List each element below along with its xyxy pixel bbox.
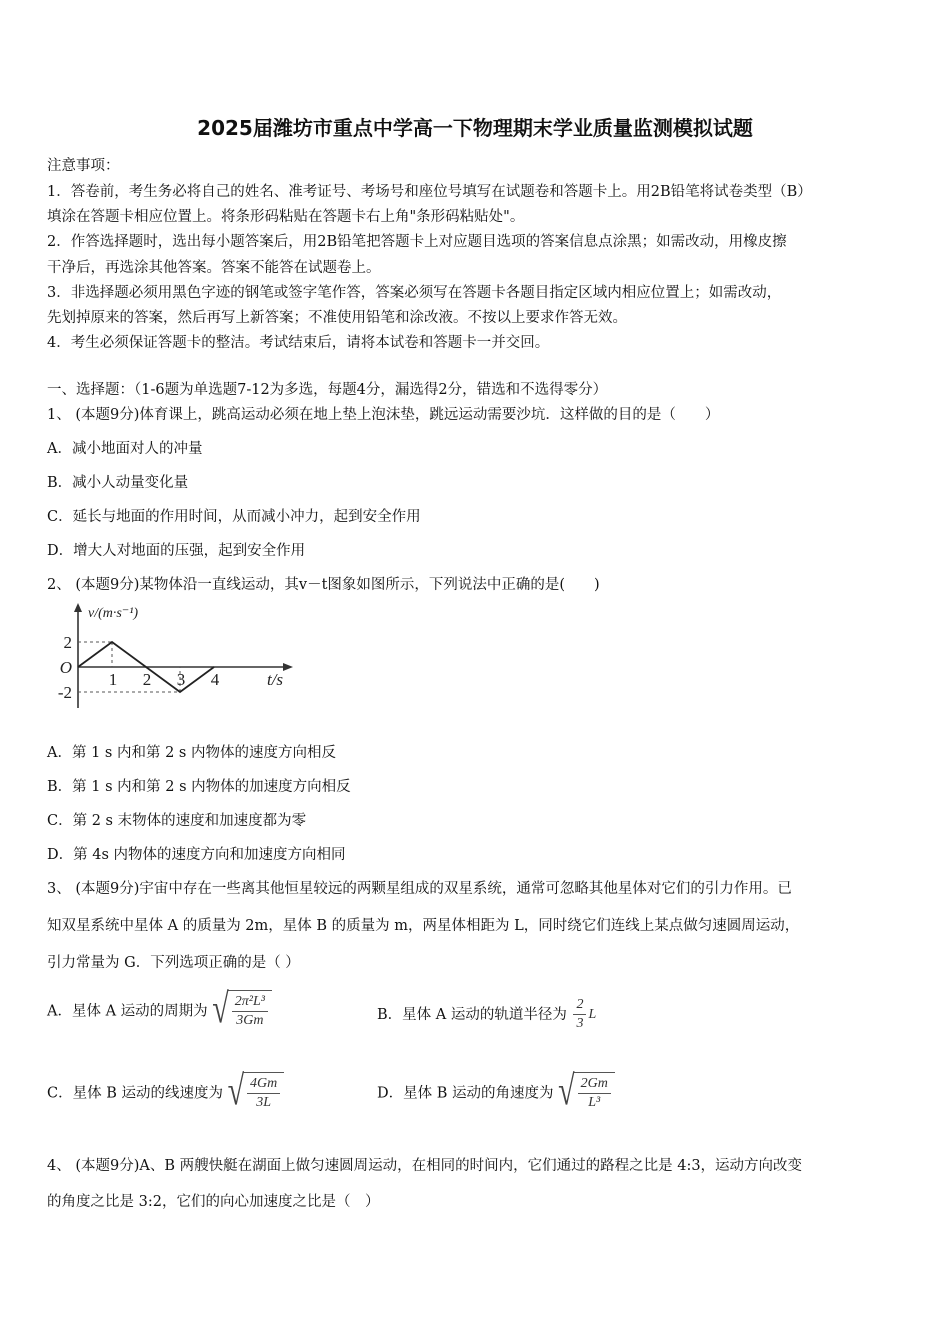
x-tick-label-2: 2 bbox=[142, 670, 152, 689]
q3-option-a-label: A．星体 A 运动的周期为 bbox=[47, 1003, 208, 1020]
note-line-5: 3．非选择题必须用黑色字迹的钢笔或签字笔作答，答案必须写在答题卡各题目指定区域内相应位置上；如需改动， bbox=[47, 285, 782, 301]
x-axis-arrow bbox=[283, 663, 293, 671]
q3-b-numerator: 2 bbox=[573, 996, 586, 1015]
q3-stem-line-2: 知双星系统中星体 A 的质量为 2m，星体 B 的质量为 m，两星体相距为 L，同时绕它们连线上某点做匀速圆周运动， bbox=[47, 918, 800, 934]
q1-option-c: C．延长与地面的作用时间，从而减小冲力，起到安全作用 bbox=[47, 509, 421, 525]
note-line-2: 填涂在答题卡相应位置上。将条形码粘贴在答题卡右上角"条形码粘贴处"。 bbox=[47, 209, 525, 225]
q3-option-d bbox=[377, 1068, 615, 1115]
note-line-3: 2．作答选择题时，选出每小题答案后，用2B铅笔把答题卡上对应题目选项的答案信息点涂黑；如需改动，用橡皮擦 bbox=[47, 234, 787, 250]
q3-a-numerator: 2π²L³ bbox=[232, 993, 268, 1012]
q4-stem-line-2: 的角度之比是 3:2，它们的向心加速度之比是（ ） bbox=[47, 1194, 380, 1210]
q3-option-c-label: C．星体 B 运动的线速度为 bbox=[47, 1085, 223, 1102]
q3-a-denominator: 3Gm bbox=[236, 1013, 264, 1028]
y-axis-arrow bbox=[74, 603, 82, 612]
q3-option-a-formula: √ $\frac{\text{2π²L³}}{3Gm}$ bbox=[212, 990, 272, 1030]
q3-d-denominator: L³ bbox=[588, 1095, 601, 1110]
q3-option-c bbox=[47, 1068, 284, 1115]
note-line-7: 4．考生必须保证答题卡的整洁。考试结束后，请将本试卷和答题卡一并交回。 bbox=[47, 335, 550, 351]
notes-heading: 注意事项： bbox=[47, 158, 120, 174]
q2-option-a: A．第 1 s 内和第 2 s 内物体的速度方向相反 bbox=[47, 745, 336, 761]
q3-option-c-formula: √ $\frac{4Gm}{3L}$ bbox=[228, 1072, 285, 1112]
q3-option-a bbox=[47, 986, 272, 1033]
note-line-4: 干净后，再选涂其他答案。答案不能答在试题卷上。 bbox=[47, 260, 381, 276]
q1-option-b: B．减小人动量变化量 bbox=[47, 475, 189, 491]
q1-stem: 1、 (本题9分)体育课上，跳高运动必须在地上垫上泡沫垫，跳远运动需要沙坑．这样做的目的是（ ） bbox=[47, 407, 720, 423]
y-tick-label--2: -2 bbox=[57, 683, 72, 702]
page-title: 2025届潍坊市重点中学高一下物理期末学业质量监测模拟试题 bbox=[197, 116, 753, 140]
q3-option-d-label: D．星体 B 运动的角速度为 bbox=[377, 1085, 554, 1102]
q3-option-b-formula bbox=[571, 997, 597, 1031]
vt-graph bbox=[45, 600, 305, 712]
x-axis-label: t/s bbox=[266, 670, 284, 689]
q2-option-b: B．第 1 s 内和第 2 s 内物体的加速度方向相反 bbox=[47, 779, 351, 795]
q3-b-tail: L bbox=[588, 1006, 597, 1022]
q3-option-b-label: B．星体 A 运动的轨道半径为 bbox=[377, 1007, 567, 1024]
q3-c-denominator: 3L bbox=[256, 1095, 272, 1110]
note-line-1: 1．答卷前，考生务必将自己的姓名、准考证号、考场号和座位号填写在试题卷和答题卡上。用2B铅笔将试卷类型（B） bbox=[47, 184, 812, 200]
q3-option-b bbox=[377, 996, 596, 1033]
y-tick-label-2: 2 bbox=[63, 633, 72, 652]
note-line-6: 先划掉原来的答案，然后再写上新答案；不准使用铅笔和涂改液。不按以上要求作答无效。 bbox=[47, 310, 627, 326]
q4-stem-line-1: 4、 (本题9分)A、B 两艘快艇在湖面上做匀速圆周运动，在相同的时间内，它们通过的路程之比是 4:3，运动方向改变 bbox=[47, 1158, 803, 1174]
q3-option-d-formula: √ $\frac{2Gm}{\text{L³}}$ bbox=[558, 1072, 615, 1112]
q3-stem-line-1: 3、 (本题9分)宇宙中存在一些离其他恒星较远的两颗星组成的双星系统，通常可忽略其他星体对它们的引力作用。已 bbox=[47, 881, 792, 897]
section-heading: 一、选择题：（1-6题为单选题7-12为多选，每题4分，漏选得2分，错选和不选得零分） bbox=[47, 382, 608, 398]
q2-option-d: D．第 4s 内物体的速度方向和加速度方向相同 bbox=[47, 847, 346, 863]
q1-option-d: D．增大人对地面的压强，起到安全作用 bbox=[47, 543, 306, 559]
q3-stem-line-3: 引力常量为 G．下列选项正确的是（ ） bbox=[47, 955, 300, 971]
q1-option-a: A．减小地面对人的冲量 bbox=[47, 441, 203, 457]
y-axis-label: v/(m·s⁻¹) bbox=[88, 606, 139, 621]
q2-option-c: C．第 2 s 末物体的速度和加速度都为零 bbox=[47, 813, 307, 829]
x-tick-label-4: 4 bbox=[210, 670, 220, 689]
q3-c-numerator: 4Gm bbox=[247, 1075, 280, 1094]
q3-d-numerator: 2Gm bbox=[578, 1075, 611, 1094]
q3-b-denominator: 3 bbox=[576, 1016, 584, 1031]
x-tick-label-1: 1 bbox=[108, 670, 118, 689]
origin-label: O bbox=[59, 658, 72, 677]
q2-stem: 2、 (本题9分)某物体沿一直线运动，其v－t图象如图所示，下列说法中正确的是( ) bbox=[47, 577, 600, 593]
x-tick-label-3: 3 bbox=[176, 670, 186, 689]
